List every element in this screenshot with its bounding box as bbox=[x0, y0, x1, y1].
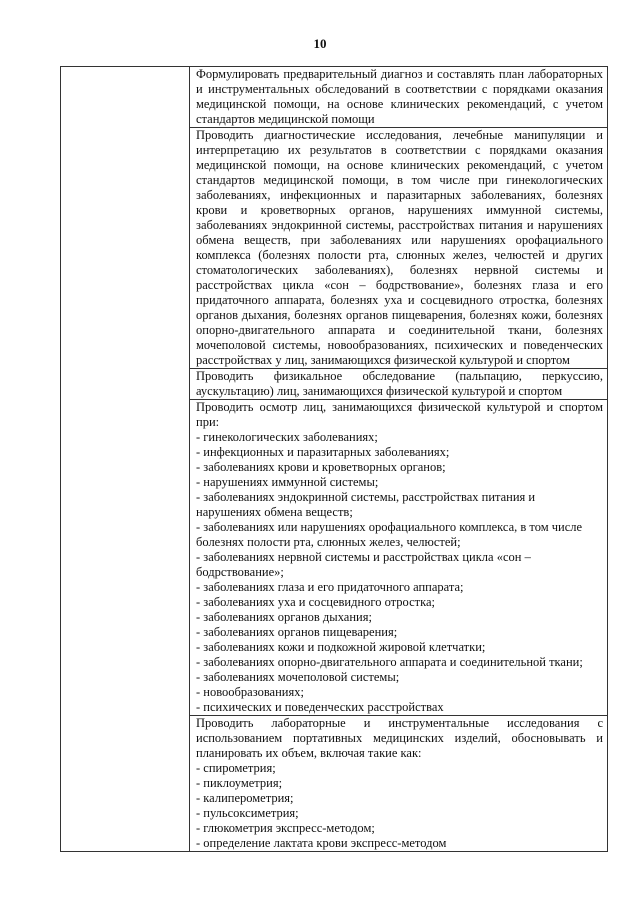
list-item: - калиперометрия; bbox=[196, 791, 294, 805]
empty-left-cell bbox=[61, 67, 190, 852]
list-item: - пиклоуметрия; bbox=[196, 776, 283, 790]
table-row bbox=[61, 67, 608, 128]
list-item: - заболеваниях кожи и подкожной жировой клетчатки; bbox=[196, 640, 486, 654]
list-item: - заболеваниях крови и кроветворных органов; bbox=[196, 460, 446, 474]
list-item: - нарушениях иммунной системы; bbox=[196, 475, 379, 489]
row-physical-exam bbox=[190, 369, 608, 400]
list-item: - заболеваниях органов дыхания; bbox=[196, 610, 372, 624]
list-item: - заболеваниях опорно-двигательного аппарата и соединительной ткани; bbox=[196, 655, 583, 669]
list-item: - пульсоксиметрия; bbox=[196, 806, 299, 820]
list-item: - заболеваниях эндокринной системы, расстройствах питания и нарушениях обмена веществ; bbox=[196, 490, 536, 519]
list-item: - заболеваниях нервной системы и расстройствах цикла «сон – бодрствование»; bbox=[196, 550, 531, 579]
list-item: - заболеваниях или нарушениях орофациального комплекса, в том числе болезнях полости рта, слюнных желез, челюстей; bbox=[196, 520, 583, 549]
list-item: - новообразованиях; bbox=[196, 685, 304, 699]
skills-table bbox=[60, 66, 608, 852]
list-item: - заболеваниях глаза и его придаточного аппарата; bbox=[196, 580, 464, 594]
list-item: - определение лактата крови экспресс-методом bbox=[196, 836, 447, 850]
list-item: - психических и поведенческих расстройствах bbox=[196, 700, 444, 714]
page-number: 10 bbox=[313, 36, 327, 51]
row-intro: Проводить лабораторные и инструментальные исследования с использованием портативных медицинских изделий, обосновывать и планировать их объем, включая такие как: bbox=[196, 716, 603, 760]
row-diagnostic-studies bbox=[190, 128, 608, 369]
row-diagnosis-plan bbox=[190, 67, 608, 128]
list-item: - глюкометрия экспресс-методом; bbox=[196, 821, 375, 835]
row-text: Формулировать предварительный диагноз и составлять план лабораторных и инструментальных обследований в соответствии с порядками оказания медицинской помощи, на основе клинических рекомендаций, с учетом стандартов медицинской помощи bbox=[196, 67, 603, 126]
list-item: - гинекологических заболеваниях; bbox=[196, 430, 378, 444]
row-intro: Проводить осмотр лиц, занимающихся физической культурой и спортом при: bbox=[196, 400, 603, 429]
row-portable-devices bbox=[190, 716, 608, 852]
list-item: - заболеваниях органов пищеварения; bbox=[196, 625, 398, 639]
list-item: - инфекционных и паразитарных заболеваниях; bbox=[196, 445, 450, 459]
row-text: Проводить физикальное обследование (пальпацию, перкуссию, аускультацию) лиц, занимающихся физической культурой и спортом bbox=[196, 369, 603, 398]
row-examination-list bbox=[190, 400, 608, 716]
list-item: - заболеваниях мочеполовой системы; bbox=[196, 670, 400, 684]
list-item: - спирометрия; bbox=[196, 761, 276, 775]
row-text: Проводить диагностические исследования, лечебные манипуляции и интерпретацию их результатов в соответствии с порядками оказания медицинской помощи, на основе клинических рекомендаций, с учетом стандартов медицинской помощи, в том числе при гинекологических заболеваниях, инфекционных и паразитарных заболеваниях, болезнях крови и кроветворных органов, нарушениях иммунной системы, заболеваниях эндокринной системы, расстройствах питания и нарушениях обмена веществ, при заболеваниях или нарушениях орофациального комплекса (болезнях полости рта, слюнных желез, челюстей и других стоматологических заболеваниях), болезнях нервной системы и расстройствах цикла «сон – бодрствование», болезнях глаза и его придаточного аппарата, болезнях уха и сосцевидного отростка, болезнях органов дыхания, болезнях органов пищеварения, болезнях кожи, болезнях опорно-двигательного аппарата и соединительной ткани, болезнях мочеполовой системы, новообразованиях, психических и поведенческих расстройствах у лиц, занимающихся физической культурой и спортом bbox=[196, 128, 603, 367]
list-item: - заболеваниях уха и сосцевидного отростка; bbox=[196, 595, 436, 609]
